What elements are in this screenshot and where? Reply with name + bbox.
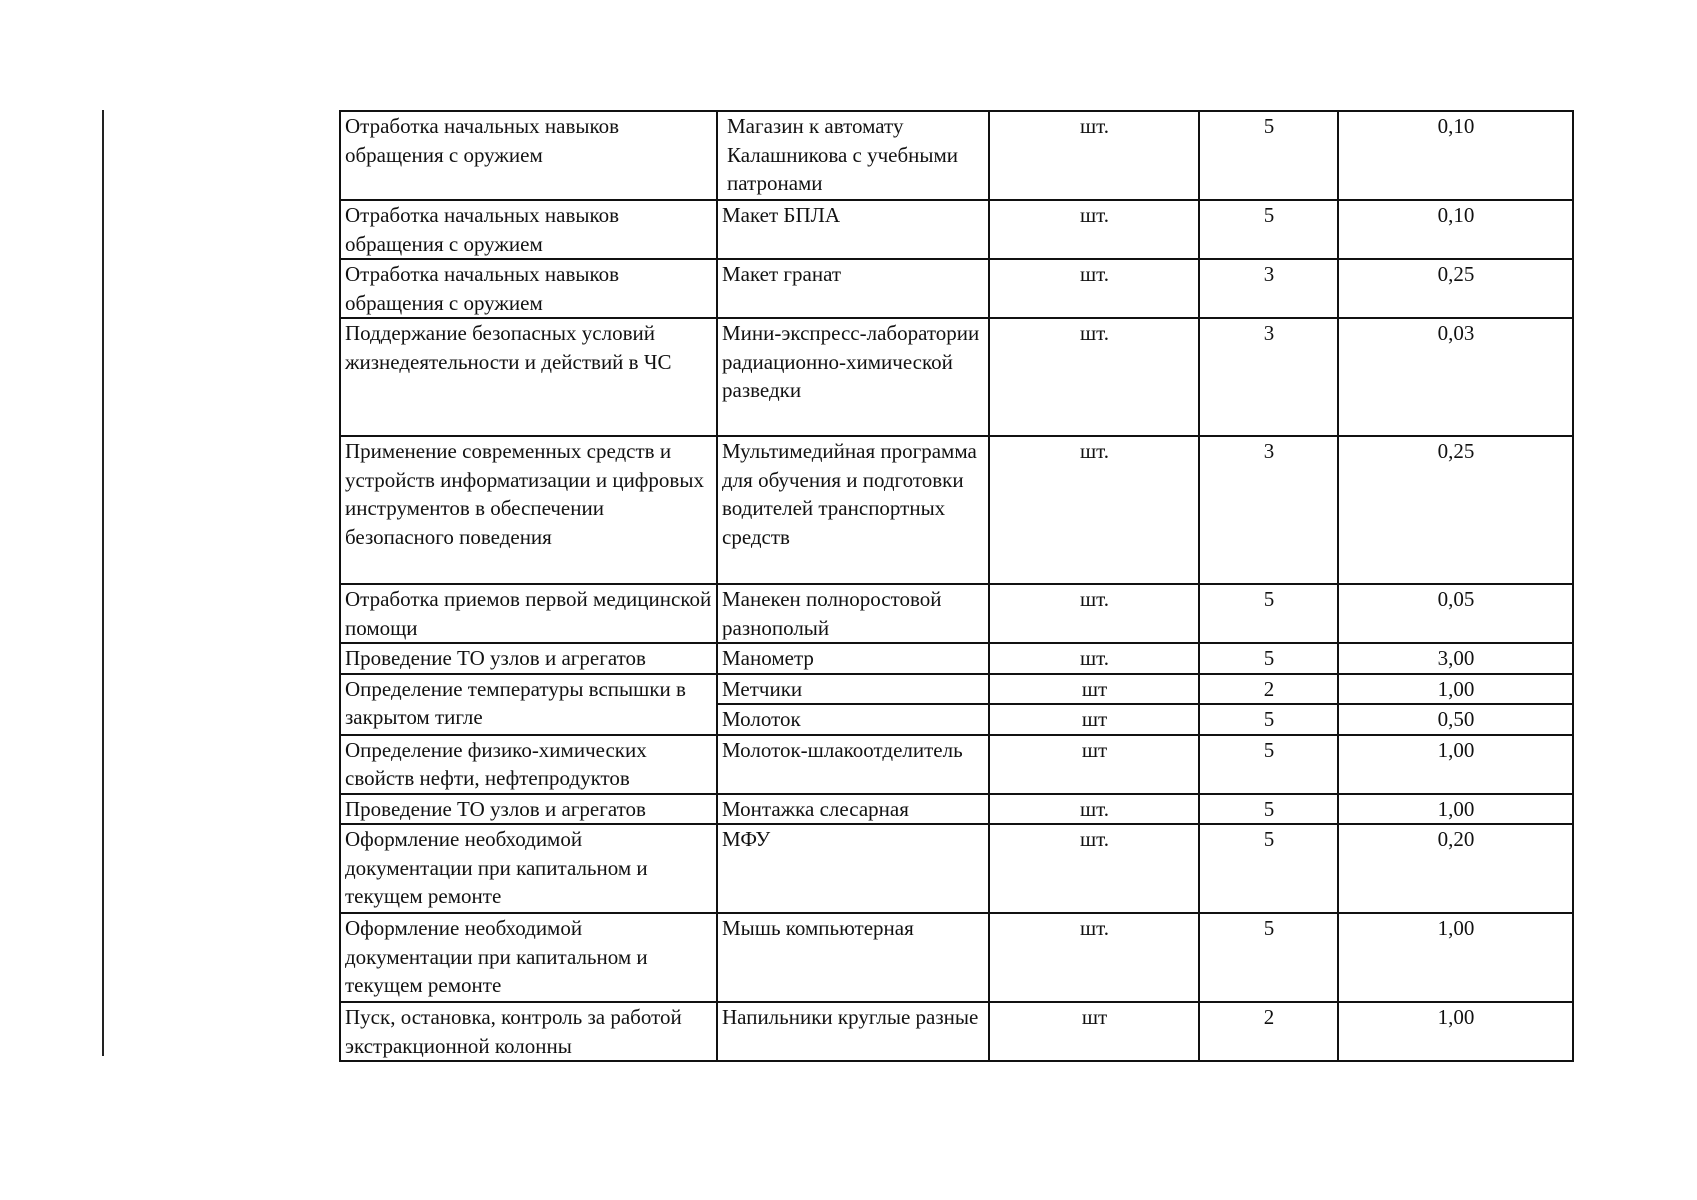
equipment-table [339,110,1574,1062]
value-cell: 0,50 [1338,704,1573,735]
unit-cell: шт. [989,794,1199,825]
activity-cell: Применение современных средств и устройств информатизации и цифровых инструментов в обеспечении безопасного поведения [340,436,717,584]
quantity-cell: 5 [1199,913,1338,1002]
activity-cell: Отработка начальных навыков обращения с оружием [340,111,717,200]
item-cell: Магазин к автомату Калашникова с учебными патронами [717,111,989,200]
item-cell: Монтажка слесарная [717,794,989,825]
unit-cell: шт. [989,318,1199,436]
table-row [340,436,1573,584]
activity-cell: Отработка начальных навыков обращения с оружием [340,259,717,318]
table-row [340,735,1573,794]
item-cell: МФУ [717,824,989,913]
quantity-cell: 3 [1199,436,1338,584]
unit-cell: шт. [989,824,1199,913]
value-cell: 0,10 [1338,111,1573,200]
quantity-cell: 2 [1199,1002,1338,1061]
activity-cell: Проведение ТО узлов и агрегатов [340,643,717,674]
quantity-cell: 5 [1199,643,1338,674]
quantity-cell: 5 [1199,794,1338,825]
quantity-cell: 5 [1199,824,1338,913]
activity-cell: Проведение ТО узлов и агрегатов [340,794,717,825]
activity-cell: Оформление необходимой документации при капитальном и текущем ремонте [340,913,717,1002]
table-row [340,913,1573,1002]
value-cell: 0,25 [1338,259,1573,318]
table-row [340,111,1573,200]
value-cell: 0,25 [1338,436,1573,584]
value-cell: 1,00 [1338,1002,1573,1061]
unit-cell: шт [989,704,1199,735]
unit-cell: шт [989,674,1199,705]
table-row [340,200,1573,259]
unit-cell: шт. [989,913,1199,1002]
item-cell: Макет БПЛА [717,200,989,259]
unit-cell: шт. [989,200,1199,259]
table-row [340,674,1573,705]
activity-cell: Отработка начальных навыков обращения с оружием [340,200,717,259]
quantity-cell: 2 [1199,674,1338,705]
value-cell: 1,00 [1338,735,1573,794]
item-cell: Мини-экспресс-лаборатории радиационно-химической разведки [717,318,989,436]
activity-cell: Поддержание безопасных условий жизнедеятельности и действий в ЧС [340,318,717,436]
activity-cell: Определение температуры вспышки в закрытом тигле [340,674,717,735]
unit-cell: шт [989,735,1199,794]
unit-cell: шт [989,1002,1199,1061]
quantity-cell: 3 [1199,318,1338,436]
value-cell: 0,10 [1338,200,1573,259]
table-row [340,794,1573,825]
unit-cell: шт. [989,436,1199,584]
unit-cell: шт. [989,259,1199,318]
quantity-cell: 5 [1199,735,1338,794]
value-cell: 1,00 [1338,913,1573,1002]
table-row [340,318,1573,436]
value-cell: 0,03 [1338,318,1573,436]
quantity-cell: 5 [1199,584,1338,643]
table-row [340,1002,1573,1061]
activity-cell: Пуск, остановка, контроль за работой экстракционной колонны [340,1002,717,1061]
table-row [340,584,1573,643]
value-cell: 0,20 [1338,824,1573,913]
value-cell: 3,00 [1338,643,1573,674]
value-cell: 1,00 [1338,674,1573,705]
activity-cell: Отработка приемов первой медицинской помощи [340,584,717,643]
quantity-cell: 3 [1199,259,1338,318]
unit-cell: шт. [989,643,1199,674]
value-cell: 1,00 [1338,794,1573,825]
quantity-cell: 5 [1199,704,1338,735]
value-cell: 0,05 [1338,584,1573,643]
table-row [340,824,1573,913]
item-cell: Напильники круглые разные [717,1002,989,1061]
unit-cell: шт. [989,584,1199,643]
table-row [340,643,1573,674]
item-cell: Молоток-шлакоотделитель [717,735,989,794]
left-margin-rule [102,110,104,1056]
quantity-cell: 5 [1199,111,1338,200]
item-cell: Манекен полноростовой разнополый [717,584,989,643]
item-cell: Мультимедийная программа для обучения и подготовки водителей транспортных средств [717,436,989,584]
item-cell: Мышь компьютерная [717,913,989,1002]
activity-cell: Определение физико-химических свойств нефти, нефтепродуктов [340,735,717,794]
unit-cell: шт. [989,111,1199,200]
item-cell: Молоток [717,704,989,735]
table-row [340,259,1573,318]
item-cell: Манометр [717,643,989,674]
quantity-cell: 5 [1199,200,1338,259]
activity-cell: Оформление необходимой документации при капитальном и текущем ремонте [340,824,717,913]
item-cell: Метчики [717,674,989,705]
item-cell: Макет гранат [717,259,989,318]
